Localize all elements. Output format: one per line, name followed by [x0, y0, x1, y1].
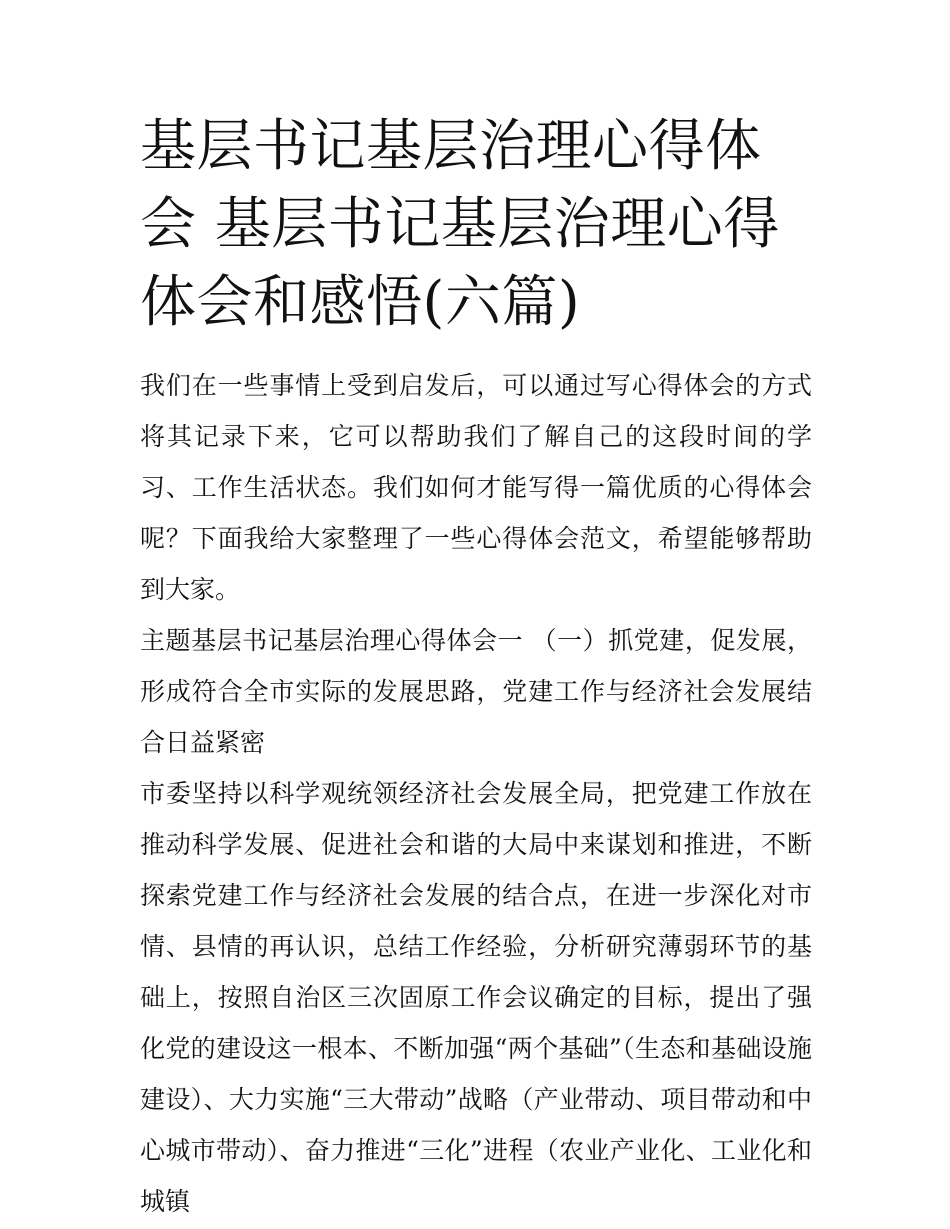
document-page	[140, 108, 812, 1227]
intro-paragraph: 我们在一些事情上受到启发后，可以通过写心得体会的方式将其记录下来，它可以帮助我们了解自己的这段时间的学习、工作生活状态。我们如何才能写得一篇优质的心得体会呢？下面我给大家整理了一些心得体会范文，希望能够帮助到大家。	[140, 371, 812, 604]
document-body	[140, 360, 812, 1227]
document-title: 基层书记基层治理心得体会 基层书记基层治理心得体会和感悟(六篇)	[140, 114, 780, 335]
body-paragraph: 市委坚持以科学观统领经济社会发展全局，把党建工作放在推动科学发展、促进社会和谐的大局中来谋划和推进，不断探索党建工作与经济社会发展的结合点，在进一步深化对市情、县情的再认识，总结工作经验，分析研究薄弱环节的基础上，按照自治区三次固原工作会议确定的目标，提出了强化党的建设这一根本、不断加强“两个基础”（生态和基础设施建设）、大力实施“三大带动”战略（产业带动、项目带动和中心城市带动）、奋力推进“三化”进程（农业产业化、工业化和城镇	[140, 779, 812, 1216]
section-heading-paragraph: 主题基层书记基层治理心得体会一 （一）抓党建，促发展，形成符合全市实际的发展思路，党建工作与经济社会发展结合日益紧密	[140, 626, 812, 757]
